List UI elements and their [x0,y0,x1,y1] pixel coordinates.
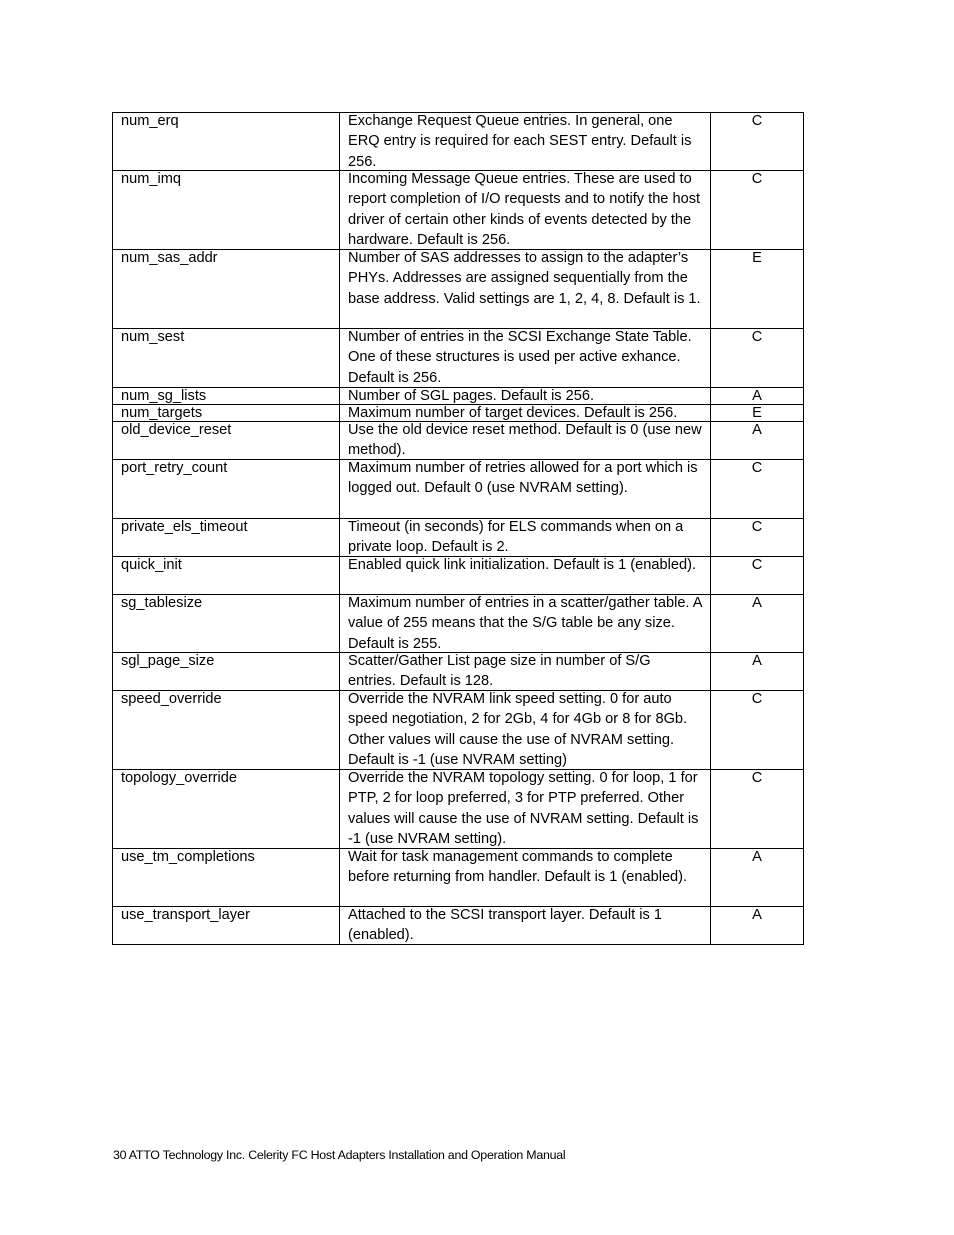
param-type-cell [711,770,804,849]
param-type-cell [711,329,804,388]
param-description-cell [340,907,711,945]
param-description: Attached to the SCSI transport layer. Default is 1 (enabled). [348,907,662,944]
param-type: C [751,113,763,129]
param-description: Exchange Request Queue entries. In general, one ERQ entry is required for each SEST entry. Default is 256. [348,113,692,170]
param-type: E [752,250,762,266]
param-name: num_imq [121,171,182,187]
param-name-cell [113,171,340,250]
param-name: num_sest [121,329,185,345]
table-row [113,691,804,770]
table-row [113,519,804,557]
param-type-cell [711,171,804,250]
param-name-cell [113,460,340,519]
table-row [113,907,804,945]
param-description-cell [340,557,711,595]
param-name: use_transport_layer [121,907,250,923]
param-name: port_retry_count [121,460,228,476]
table-row [113,595,804,653]
param-type: A [752,595,762,611]
param-type: C [751,770,763,786]
param-description-cell [340,388,711,405]
param-name: speed_override [121,691,222,707]
param-description-cell [340,113,711,171]
page-footer: 30 ATTO Technology Inc. Celerity FC Host Adapters Installation and Operation Manual [113,1148,566,1162]
param-name-cell [113,557,340,595]
table-row [113,557,804,595]
param-type: E [752,405,762,421]
param-name: quick_init [121,557,182,573]
param-description: Scatter/Gather List page size in number of S/G entries. Default is 128. [348,653,651,690]
table-row [113,388,804,405]
table-row [113,405,804,422]
table-row [113,653,804,691]
param-name-cell [113,405,340,422]
param-type-cell [711,388,804,405]
param-description: Override the NVRAM link speed setting. 0 for auto speed negotiation, 2 for 2Gb, 4 for 4Gb or 8 for 8Gb. Other values will cause the use of NVRAM setting. Default is -1 (use NVRAM setting) [348,691,688,769]
param-description: Number of entries in the SCSI Exchange State Table. One of these structures is used per active exhance. Default is 256. [348,329,692,386]
param-description-cell [340,460,711,519]
param-name-cell [113,113,340,171]
table-row [113,329,804,388]
param-type-cell [711,691,804,770]
param-description-cell [340,770,711,849]
param-name-cell [113,519,340,557]
parameters-table [112,112,804,945]
parameters-table-body [113,113,804,945]
param-type: A [752,388,762,404]
table-row [113,770,804,849]
param-name: num_erq [121,113,179,129]
param-name-cell [113,691,340,770]
param-description-cell [340,405,711,422]
param-name: num_targets [121,405,203,421]
param-description-cell [340,849,711,907]
param-name-cell [113,595,340,653]
param-type: A [752,653,762,669]
param-name: old_device_reset [121,422,232,438]
param-description-cell [340,691,711,770]
param-type-cell [711,422,804,460]
param-description: Number of SAS addresses to assign to the adapter’s PHYs. Addresses are assigned sequentially from the base address. Valid settings are 1, 2, 4, 8. Default is 1. [348,250,701,307]
param-type-cell [711,250,804,329]
param-description: Override the NVRAM topology setting. 0 for loop, 1 for PTP, 2 for loop preferred, 3 for PTP preferred. Other values will cause the use of NVRAM setting. Default is -1 (use NVRAM setting). [348,770,699,848]
param-description-cell [340,422,711,460]
param-name-cell [113,849,340,907]
param-name-cell [113,653,340,691]
param-description: Maximum number of retries allowed for a port which is logged out. Default 0 (use NVRAM setting). [348,460,698,497]
param-name: num_sg_lists [121,388,207,404]
param-description-cell [340,250,711,329]
param-type-cell [711,907,804,945]
table-row [113,849,804,907]
param-name-cell [113,422,340,460]
param-type-cell [711,557,804,595]
param-type: C [751,171,763,187]
param-type: C [751,460,763,476]
param-description: Maximum number of target devices. Default is 256. [348,405,678,421]
table-row [113,171,804,250]
param-description-cell [340,519,711,557]
param-description: Incoming Message Queue entries. These are used to report completion of I/O requests and to notify the host driver of certain other kinds of events detected by the hardware. Default is 256. [348,171,701,249]
param-type-cell [711,519,804,557]
param-type-cell [711,113,804,171]
param-type: C [751,519,763,535]
param-type-cell [711,405,804,422]
param-type: A [752,849,762,865]
table-row [113,460,804,519]
param-name: sg_tablesize [121,595,203,611]
param-type-cell [711,460,804,519]
param-description: Maximum number of entries in a scatter/gather table. A value of 255 means that the S/G table be any size. Default is 255. [348,595,702,652]
param-name-cell [113,329,340,388]
param-description-cell [340,329,711,388]
param-name: private_els_timeout [121,519,248,535]
param-name-cell [113,250,340,329]
table-row [113,250,804,329]
param-description: Timeout (in seconds) for ELS commands when on a private loop. Default is 2. [348,519,684,556]
param-type: A [752,422,762,438]
param-type-cell [711,653,804,691]
table-row [113,113,804,171]
table-row [113,422,804,460]
param-name-cell [113,770,340,849]
param-type: C [751,557,763,573]
param-type-cell [711,595,804,653]
param-type: C [751,691,763,707]
param-name: sgl_page_size [121,653,215,669]
param-description-cell [340,171,711,250]
param-description: Number of SGL pages. Default is 256. [348,388,595,404]
param-name-cell [113,388,340,405]
param-description: Use the old device reset method. Default is 0 (use new method). [348,422,702,459]
param-type: C [751,329,763,345]
param-name: num_sas_addr [121,250,218,266]
param-name: topology_override [121,770,238,786]
param-name-cell [113,907,340,945]
param-description: Enabled quick link initialization. Default is 1 (enabled). [348,557,697,573]
param-description-cell [340,595,711,653]
param-name: use_tm_completions [121,849,255,865]
param-type: A [752,907,762,923]
param-description: Wait for task management commands to complete before returning from handler. Default is 1 (enabled). [348,849,688,886]
param-type-cell [711,849,804,907]
param-description-cell [340,653,711,691]
